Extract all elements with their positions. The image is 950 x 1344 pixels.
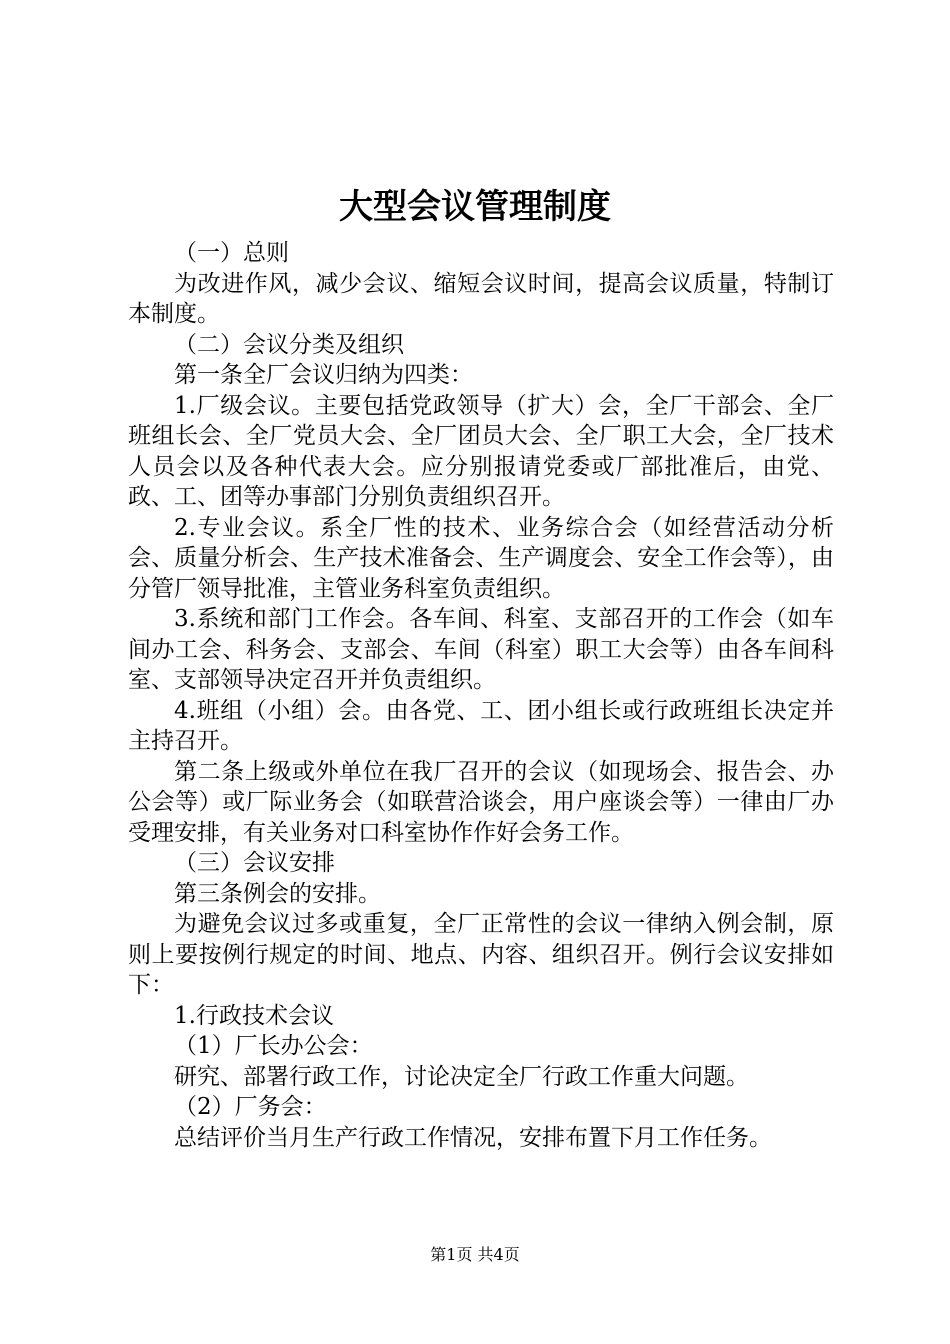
paragraph: 2.专业会议。系全厂性的技术、业务综合会（如经营活动分析会、质量分析会、生产技术准备会、生产调度会、安全工作会等），由分管厂领导批准，主管业务科室负责组织。 [128,514,834,602]
list-heading: 1.行政技术会议 [174,1002,334,1029]
paragraph: 3.系统和部门工作会。各车间、科室、支部召开的工作会（如车间办工会、科务会、支部会、车间（科室）职工大会等）由各车间科室、支部领导决定召开并负责组织。 [128,606,834,693]
section-heading: （三）会议安排 [174,850,335,876]
paragraph: 为改进作风，减少会议、缩短会议时间，提高会议质量，特制订本制度。 [128,270,834,327]
paragraph: 第二条上级或外单位在我厂召开的会议（如现场会、报告会、办公会等）或厂际业务会（如联营洽谈会，用户座谈会等）一律由厂办受理安排，有关业务对口科室协作作好会务工作。 [128,758,834,846]
section-heading: （一）总则 [174,240,289,266]
list-subheading: （2）厂务会： [174,1094,327,1120]
list-subheading: （1）厂长办公会： [174,1033,373,1059]
article-heading: 第三条例会的安排。 [174,880,381,907]
paragraph: 研究、部署行政工作，讨论决定全厂行政工作重大问题。 [174,1063,749,1090]
paragraph: 1.厂级会议。主要包括党政领导（扩大）会，全厂干部会、全厂班组长会、全厂党员大会、全厂团员大会、全厂职工大会，全厂技术人员会以及各种代表大会。应分别报请党委或厂部批准后，由党、政、工、团等办事部门分别负责组织召开。 [128,392,834,510]
document-body [128,238,834,1153]
document-title: 大型会议管理制度 [339,187,611,227]
paragraph: 4.班组（小组）会。由各党、工、团小组长或行政班组长决定并主持召开。 [128,697,834,754]
article-heading: 第一条全厂会议归纳为四类： [174,362,473,388]
paragraph: 总结评价当月生产行政工作情况，安排布置下月工作任务。 [174,1124,772,1151]
section-heading: （二）会议分类及组织 [174,331,404,358]
paragraph: 为避免会议过多或重复，全厂正常性的会议一律纳入例会制，原则上要按例行规定的时间、地点、内容、组织召开。例行会议安排如下： [128,911,834,998]
page-footer: 第1页 共4页 [430,1245,520,1264]
